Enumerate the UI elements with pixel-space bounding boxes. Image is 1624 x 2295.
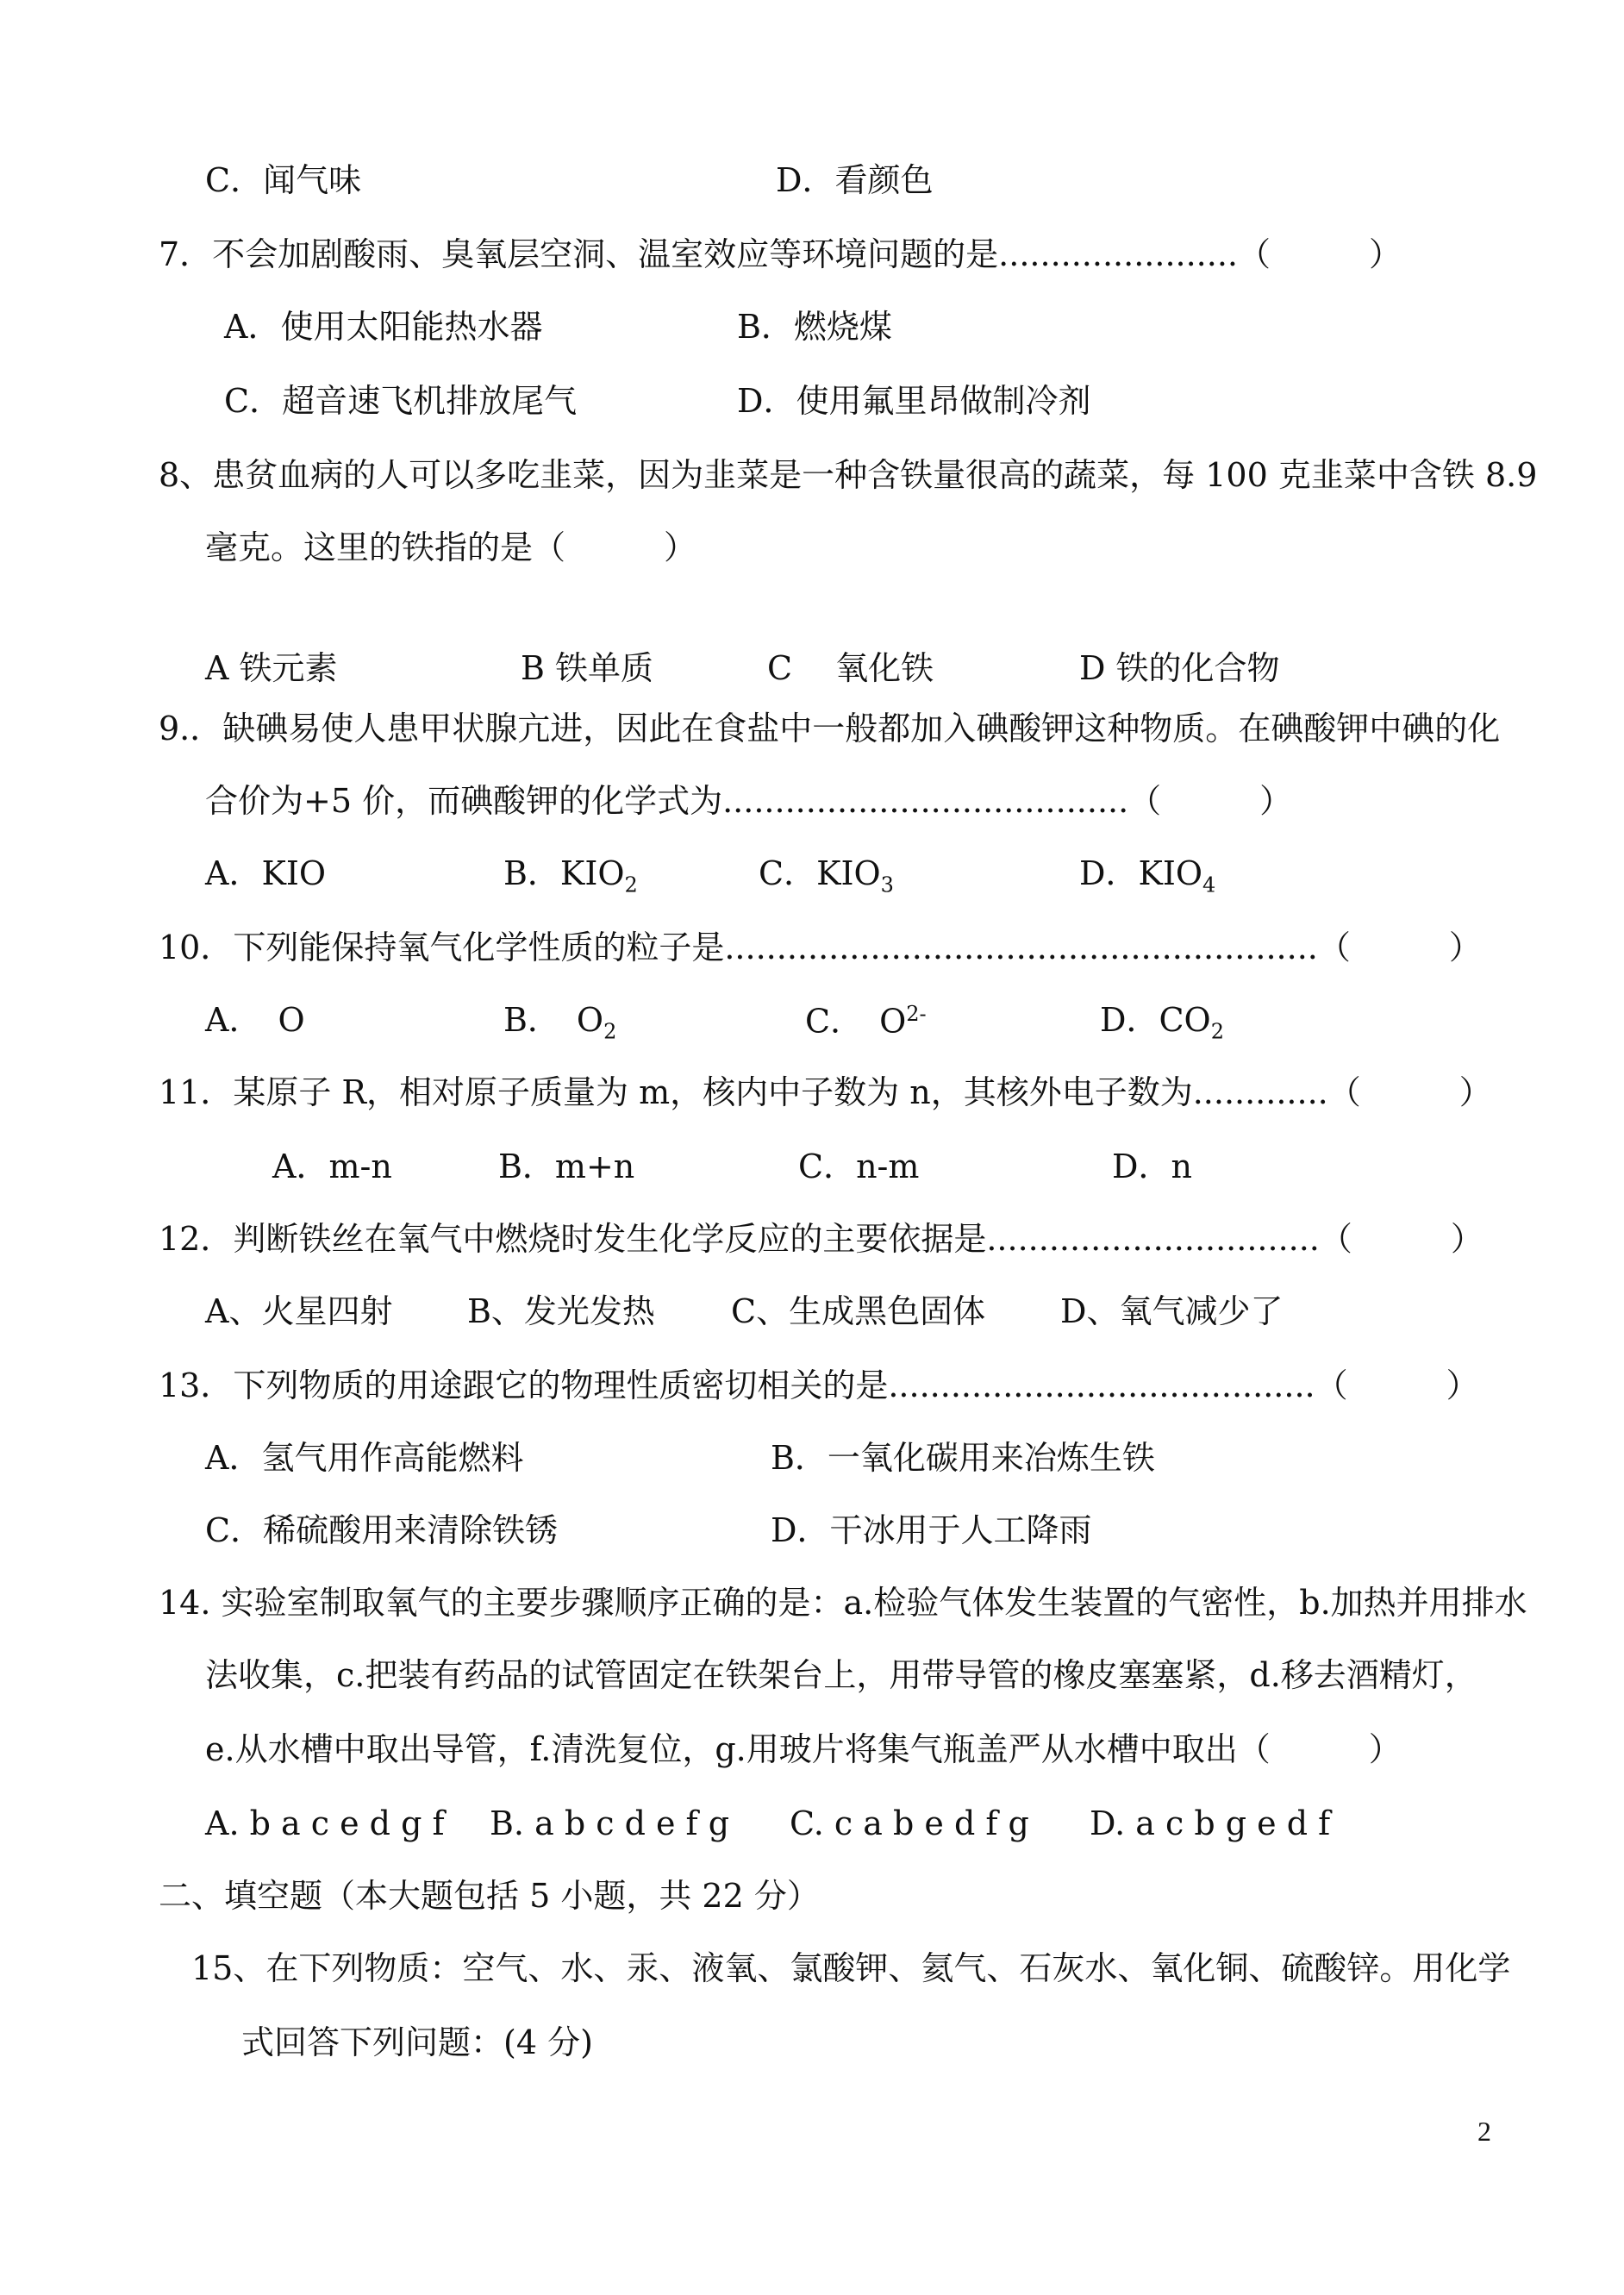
- q10-option-a: A． O: [205, 1001, 305, 1039]
- q8-option-a: A 铁元素: [205, 649, 338, 687]
- q7-option-d: D．使用氟里昂做制冷剂: [737, 382, 1091, 420]
- q9-option-a: A．KIO: [205, 854, 326, 892]
- q7-stem: 7．不会加剧酸雨、臭氧层空洞、温室效应等环境问题的是.......................（ ）: [159, 235, 1402, 273]
- q7-option-c: C．超音速飞机排放尾气: [224, 382, 578, 420]
- page-number: 2: [1477, 2116, 1491, 2147]
- q11-stem: 11．某原子 R，相对原子质量为 m，核内中子数为 n，其核外电子数为.............（ ）: [159, 1073, 1492, 1111]
- q8-stem-line2: 毫克。这里的铁指的是（ ）: [205, 528, 697, 566]
- q8-stem-line1: 8、患贫血病的人可以多吃韭菜，因为韭菜是一种含铁量很高的蔬菜，每 100 克韭菜中含铁 8.9: [159, 456, 1538, 494]
- q14-stem-line1: 14. 实验室制取氧气的主要步骤顺序正确的是：a.检验气体发生装置的气密性，b.加热并用排水: [159, 1584, 1527, 1622]
- q12-stem: 12．判断铁丝在氧气中燃烧时发生化学反应的主要依据是................................（ ）: [159, 1220, 1483, 1258]
- q13-stem: 13．下列物质的用途跟它的物理性质密切相关的是.........................................（ ）: [159, 1366, 1479, 1404]
- q8-option-b: B 铁单质: [521, 649, 654, 687]
- q12-option-a: A、火星四射: [205, 1292, 393, 1330]
- q8-option-c: C 氧化铁: [767, 649, 934, 687]
- q15-stem-line2: 式回答下列问题：(4 分): [241, 2023, 593, 2061]
- q13-option-a: A．氢气用作高能燃料: [205, 1439, 524, 1477]
- q10-option-d: D．$CO_2$: [1100, 1001, 1224, 1044]
- q14-stem-line3: e.从水槽中取出导管，f.清洗复位，g.用玻片将集气瓶盖严从水槽中取出（ ）: [205, 1730, 1402, 1768]
- q12-option-c: C、生成黑色固体: [731, 1292, 986, 1330]
- q10-option-c: C． $O^{2-}$: [805, 1002, 927, 1041]
- q14-option-b: B. a b c d e f g: [490, 1804, 730, 1842]
- q9-stem-line1: 9.．缺碘易使人患甲状腺亢进，因此在食盐中一般都加入碘酸钾这种物质。在碘酸钾中碘的化: [159, 710, 1501, 747]
- q7-option-a: A．使用太阳能热水器: [224, 308, 543, 346]
- q11-option-a: A．m-n: [272, 1148, 392, 1185]
- q13-option-d: D．干冰用于人工降雨: [771, 1511, 1092, 1549]
- q9-option-c: C．$KIO_3$: [759, 854, 894, 897]
- q11-option-d: D．n: [1112, 1148, 1192, 1185]
- q11-option-c: C．n-m: [798, 1148, 920, 1185]
- q10-stem: 10．下列能保持氧气化学性质的粒子是.........................................................（ ）: [159, 929, 1482, 966]
- q13-option-c: C．稀硫酸用来清除铁锈: [205, 1511, 559, 1549]
- q7-option-b: B．燃烧煤: [737, 308, 892, 346]
- q12-option-b: B、发光发热: [467, 1292, 655, 1330]
- q6-option-c: C．闻气味: [205, 161, 362, 199]
- q15-stem-line1: 15、在下列物质：空气、水、汞、液氧、氯酸钾、氦气、石灰水、氧化铜、硫酸锌。用化学: [191, 1949, 1511, 1987]
- q9-option-b: B．$KIO_2$: [503, 854, 638, 897]
- q9-stem-line2: 合价为+5 价，而碘酸钾的化学式为.......................................（ ）: [205, 782, 1293, 820]
- q8-option-d: D 铁的化合物: [1079, 649, 1280, 687]
- q14-option-c: C. c a b e d f g: [790, 1804, 1029, 1842]
- q14-option-a: A. b a c e d g f: [205, 1804, 445, 1842]
- q9-option-d: D．$KIO_4$: [1079, 854, 1216, 897]
- q6-option-d: D．看颜色: [776, 161, 934, 199]
- q13-option-b: B．一氧化碳用来冶炼生铁: [771, 1439, 1155, 1477]
- section-heading: 二、填空题（本大题包括 5 小题，共 22 分）: [159, 1877, 820, 1915]
- q14-option-d: D. a c b g e d f: [1090, 1804, 1331, 1842]
- q12-option-d: D、氧气减少了: [1060, 1292, 1284, 1330]
- q11-option-b: B．m+n: [498, 1148, 635, 1185]
- q10-option-b: B． $O_2$: [503, 1001, 617, 1044]
- q14-stem-line2: 法收集，c.把装有药品的试管固定在铁架台上，用带导管的橡皮塞塞紧，d.移去酒精灯，: [205, 1656, 1477, 1694]
